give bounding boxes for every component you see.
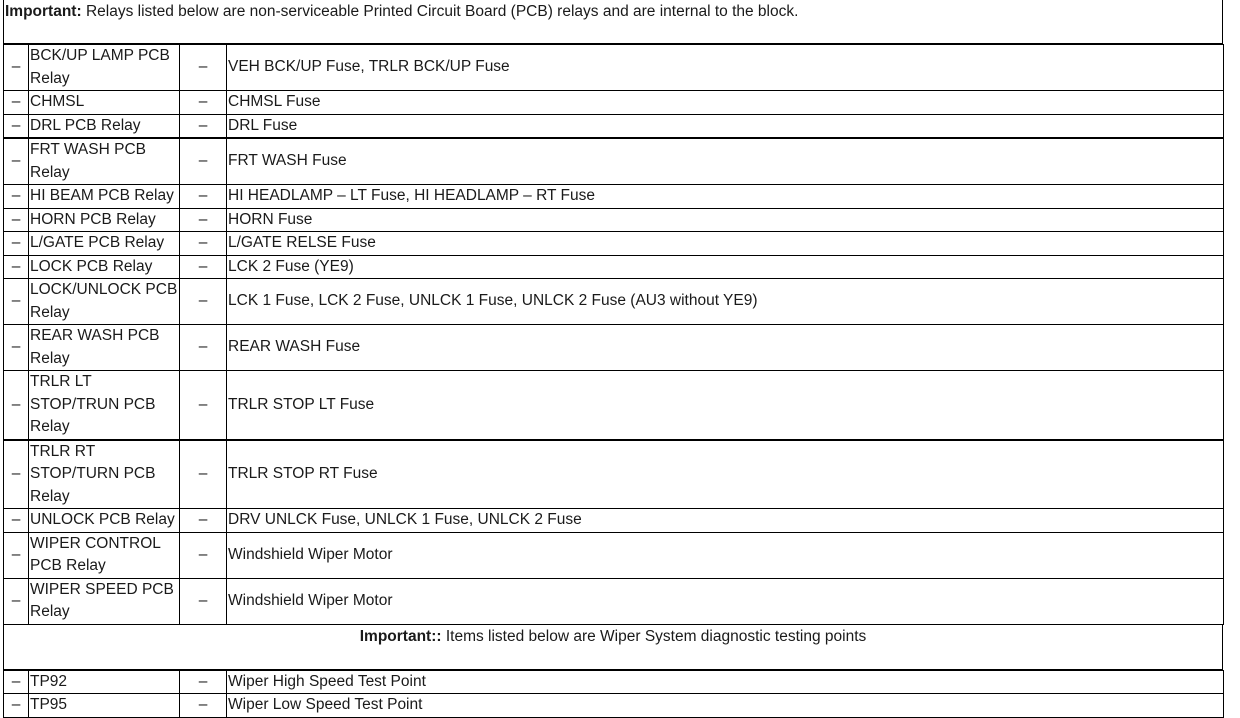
fuse-block-document	[3, 0, 1223, 718]
fuse-description: Windshield Wiper Motor	[227, 532, 1224, 578]
row-marker: –	[4, 232, 29, 256]
row-separator: –	[180, 578, 227, 624]
relay-table-body	[4, 45, 1224, 625]
row-marker: –	[4, 138, 29, 185]
relay-row	[4, 114, 1224, 138]
relay-name: LOCK PCB Relay	[29, 255, 180, 279]
test-point-table	[3, 670, 1224, 718]
fuse-description: REAR WASH Fuse	[227, 325, 1224, 371]
relay-row	[4, 255, 1224, 279]
fuse-description: LCK 1 Fuse, LCK 2 Fuse, UNLCK 1 Fuse, UNLCK 2 Fuse (AU3 without YE9)	[227, 279, 1224, 325]
row-marker: –	[4, 325, 29, 371]
row-separator: –	[180, 114, 227, 138]
fuse-description: DRV UNLCK Fuse, UNLCK 1 Fuse, UNLCK 2 Fuse	[227, 509, 1224, 533]
relay-row	[4, 91, 1224, 115]
fuse-description: LCK 2 Fuse (YE9)	[227, 255, 1224, 279]
fuse-description: VEH BCK/UP Fuse, TRLR BCK/UP Fuse	[227, 45, 1224, 91]
relay-name: TRLR RT STOP/TURN PCB Relay	[29, 440, 180, 509]
relay-name: HORN PCB Relay	[29, 208, 180, 232]
row-marker: –	[4, 670, 29, 694]
row-separator: –	[180, 371, 227, 440]
relay-row	[4, 185, 1224, 209]
test-point-description: Wiper Low Speed Test Point	[227, 694, 1224, 718]
relay-row	[4, 440, 1224, 509]
fuse-description: L/GATE RELSE Fuse	[227, 232, 1224, 256]
row-separator: –	[180, 232, 227, 256]
relay-name: L/GATE PCB Relay	[29, 232, 180, 256]
row-marker: –	[4, 694, 29, 718]
relay-row	[4, 232, 1224, 256]
test-point-name: TP95	[29, 694, 180, 718]
row-marker: –	[4, 45, 29, 91]
fuse-description: TRLR STOP LT Fuse	[227, 371, 1224, 440]
wiper-notice-label: Important::	[359, 627, 442, 645]
relay-row	[4, 578, 1224, 624]
test-point-name: TP92	[29, 670, 180, 694]
relay-table	[3, 44, 1224, 625]
row-separator: –	[180, 138, 227, 185]
row-marker: –	[4, 208, 29, 232]
relay-name: DRL PCB Relay	[29, 114, 180, 138]
row-separator: –	[180, 279, 227, 325]
relay-name: REAR WASH PCB Relay	[29, 325, 180, 371]
row-marker: –	[4, 279, 29, 325]
fuse-description: DRL Fuse	[227, 114, 1224, 138]
row-separator: –	[180, 532, 227, 578]
row-separator: –	[180, 325, 227, 371]
test-point-description: Wiper High Speed Test Point	[227, 670, 1224, 694]
wiper-notice	[3, 625, 1223, 670]
relay-row	[4, 371, 1224, 440]
row-separator: –	[180, 670, 227, 694]
row-marker: –	[4, 532, 29, 578]
row-separator: –	[180, 255, 227, 279]
relay-name: HI BEAM PCB Relay	[29, 185, 180, 209]
important-text: Relays listed below are non-serviceable Printed Circuit Board (PCB) relays and are internal to the block.	[81, 3, 799, 20]
row-marker: –	[4, 440, 29, 509]
test-point-table-body	[4, 670, 1224, 717]
row-marker: –	[4, 578, 29, 624]
relay-name: WIPER CONTROL PCB Relay	[29, 532, 180, 578]
relay-name: LOCK/UNLOCK PCB Relay	[29, 279, 180, 325]
relay-row	[4, 532, 1224, 578]
row-marker: –	[4, 114, 29, 138]
fuse-description: HORN Fuse	[227, 208, 1224, 232]
fuse-description: CHMSL Fuse	[227, 91, 1224, 115]
row-marker: –	[4, 255, 29, 279]
row-marker: –	[4, 185, 29, 209]
relay-name: BCK/UP LAMP PCB Relay	[29, 45, 180, 91]
fuse-description: HI HEADLAMP – LT Fuse, HI HEADLAMP – RT Fuse	[227, 185, 1224, 209]
row-separator: –	[180, 694, 227, 718]
row-separator: –	[180, 440, 227, 509]
relay-row	[4, 279, 1224, 325]
test-point-row	[4, 694, 1224, 718]
fuse-description: FRT WASH Fuse	[227, 138, 1224, 185]
relay-row	[4, 45, 1224, 91]
row-separator: –	[180, 91, 227, 115]
important-label: Important:	[5, 3, 82, 20]
important-notice	[3, 0, 1223, 44]
row-separator: –	[180, 185, 227, 209]
relay-row	[4, 325, 1224, 371]
row-marker: –	[4, 371, 29, 440]
relay-row	[4, 509, 1224, 533]
relay-name: CHMSL	[29, 91, 180, 115]
relay-row	[4, 138, 1224, 185]
relay-row	[4, 208, 1224, 232]
fuse-description: Windshield Wiper Motor	[227, 578, 1224, 624]
relay-name: UNLOCK PCB Relay	[29, 509, 180, 533]
row-marker: –	[4, 509, 29, 533]
row-separator: –	[180, 208, 227, 232]
relay-name: FRT WASH PCB Relay	[29, 138, 180, 185]
wiper-notice-text: Items listed below are Wiper System diagnostic testing points	[441, 627, 867, 645]
relay-name: TRLR LT STOP/TRUN PCB Relay	[29, 371, 180, 440]
test-point-row	[4, 670, 1224, 694]
row-marker: –	[4, 91, 29, 115]
row-separator: –	[180, 509, 227, 533]
fuse-description: TRLR STOP RT Fuse	[227, 440, 1224, 509]
relay-name: WIPER SPEED PCB Relay	[29, 578, 180, 624]
row-separator: –	[180, 45, 227, 91]
